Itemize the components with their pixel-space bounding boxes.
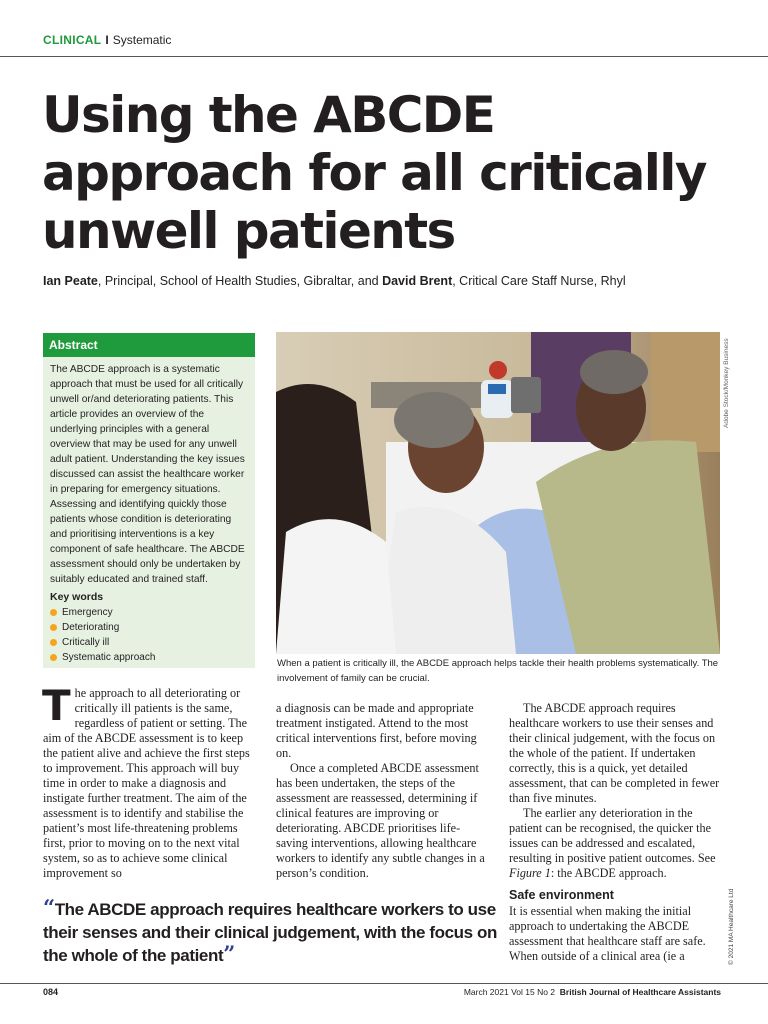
article-title: Using the ABCDE approach for all critically unwell patients (42, 86, 706, 260)
keyword-item (50, 605, 248, 620)
keywords-list (43, 603, 255, 665)
author-1: Ian Peate (43, 274, 98, 288)
figure-reference: Figure 1 (509, 866, 551, 880)
subsection-label: Systematic (112, 33, 172, 47)
page-number: 084 (43, 987, 59, 997)
body-paragraph: Once a completed ABCDE assessment has been undertaken, the steps of the assessment are reassessed, determining if clinical features are improving or deteriorating. ABCDE prioritises life-saving interventions, allowing healthcare workers to identify any subtle changes in a person’s condition. (276, 761, 485, 880)
body-paragraph: It is essential when making the initial approach to undertaking the ABCDE assessment that healthcare staff are safe. When outside of a clinical area (ie a (509, 904, 706, 963)
pull-quote (43, 895, 503, 967)
author-1-role: , Principal, School of Health Studies, Gibraltar, and (97, 274, 383, 288)
author-2: David Brent (382, 274, 453, 288)
author-2-role: , Critical Care Staff Nurse, Rhyl (452, 274, 626, 288)
body-column-2 (276, 701, 488, 881)
issue-text: March 2021 Vol 15 No 2 (463, 987, 556, 997)
bullet-icon (50, 654, 57, 661)
journal-name: British Journal of Healthcare Assistants (559, 987, 721, 997)
drop-cap: T (42, 681, 71, 730)
body-paragraph (509, 806, 721, 881)
header-rule (0, 56, 768, 57)
hospital-photo (276, 332, 720, 654)
body-column-3 (509, 701, 721, 964)
keyword-item (50, 620, 248, 635)
keyword-text: Systematic approach (62, 652, 156, 663)
keyword-item (50, 650, 248, 665)
body-paragraph: The ABCDE approach requires healthcare workers to use their senses and their clinical judgement, with the focus on the whole of the patient. If undertaken correctly, this is a quick, yet detailed assessment, that can be completed in fewer than five minutes. (509, 701, 720, 805)
abstract-heading: Abstract (43, 333, 255, 357)
body-column-1 (42, 681, 255, 881)
keyword-text: Deteriorating (62, 622, 120, 633)
keywords-heading: Key words (50, 591, 104, 603)
bullet-icon (50, 639, 57, 646)
pull-quote-text: The ABCDE approach requires healthcare workers to use their senses and their clinical judgement, with the focus on the whole of the patient (43, 900, 497, 965)
body-text: : the ABCDE approach. (550, 866, 667, 880)
photo-credit-text: Adobe Stock/Monkey Business (723, 338, 730, 428)
body-paragraph: a diagnosis can be made and appropriate treatment instigated. Attend to the most critical interventions first, before moving on. (276, 701, 477, 760)
photo-caption: When a patient is critically ill, the ABCDE approach helps tackle their health problems systematically. The involvement of family can be crucial. (277, 658, 719, 684)
abstract-text: The ABCDE approach is a systematic approach that must be used for all critically unwell or/and deteriorating patients. This article provides an overview of the underlying principles with a general overview that may be used for any unwell adult patient. Understanding the key issues discussed can assist the healthcare worker in preparing for emergency situations. Assessing and identifying quickly those patients whose condition is deteriorating and prioritising interventions is a key component of safe healthcare. The ABCDE assessment should only be undertaken by suitably educated and trained staff. (50, 364, 245, 585)
keyword-item (50, 635, 248, 650)
section-separator: I (105, 33, 109, 47)
body-paragraph: he approach to all deteriorating or critically ill patients is the same, regardless of patient or setting. The aim of the ABCDE assessment is to keep the patient alive and achieve the first steps to improvement. This approach will buy time in order to make a diagnosis and instigate further treatment. The aim of the assessment is to identify and stabilise the patient’s most life-threatening problems first, prior to moving on to the next vital system, so as to achieve some clinical improvement so (43, 686, 250, 880)
copyright-notice (726, 885, 738, 975)
keyword-text: Emergency (62, 607, 113, 618)
body-text: The earlier any deterioration in the patient can be recognised, the quicker the issues can be addressed and escalated, resulting in positive patient outcomes. See (509, 806, 716, 865)
bullet-icon (50, 624, 57, 631)
photo-credit (719, 332, 739, 432)
footer-rule (0, 983, 768, 984)
journal-info (464, 987, 721, 997)
section-label: CLINICAL (43, 33, 102, 47)
close-quote-icon: ” (223, 941, 235, 966)
keyword-text: Critically ill (62, 637, 110, 648)
subheading: Safe environment (509, 888, 614, 902)
bullet-icon (50, 609, 57, 616)
open-quote-icon: “ (43, 895, 55, 920)
author-line (43, 274, 626, 288)
copyright-text: © 2021 MA Healthcare Ltd (728, 888, 735, 965)
photo-illustration (276, 332, 720, 654)
abstract-box (43, 333, 255, 668)
section-tag (43, 33, 171, 47)
